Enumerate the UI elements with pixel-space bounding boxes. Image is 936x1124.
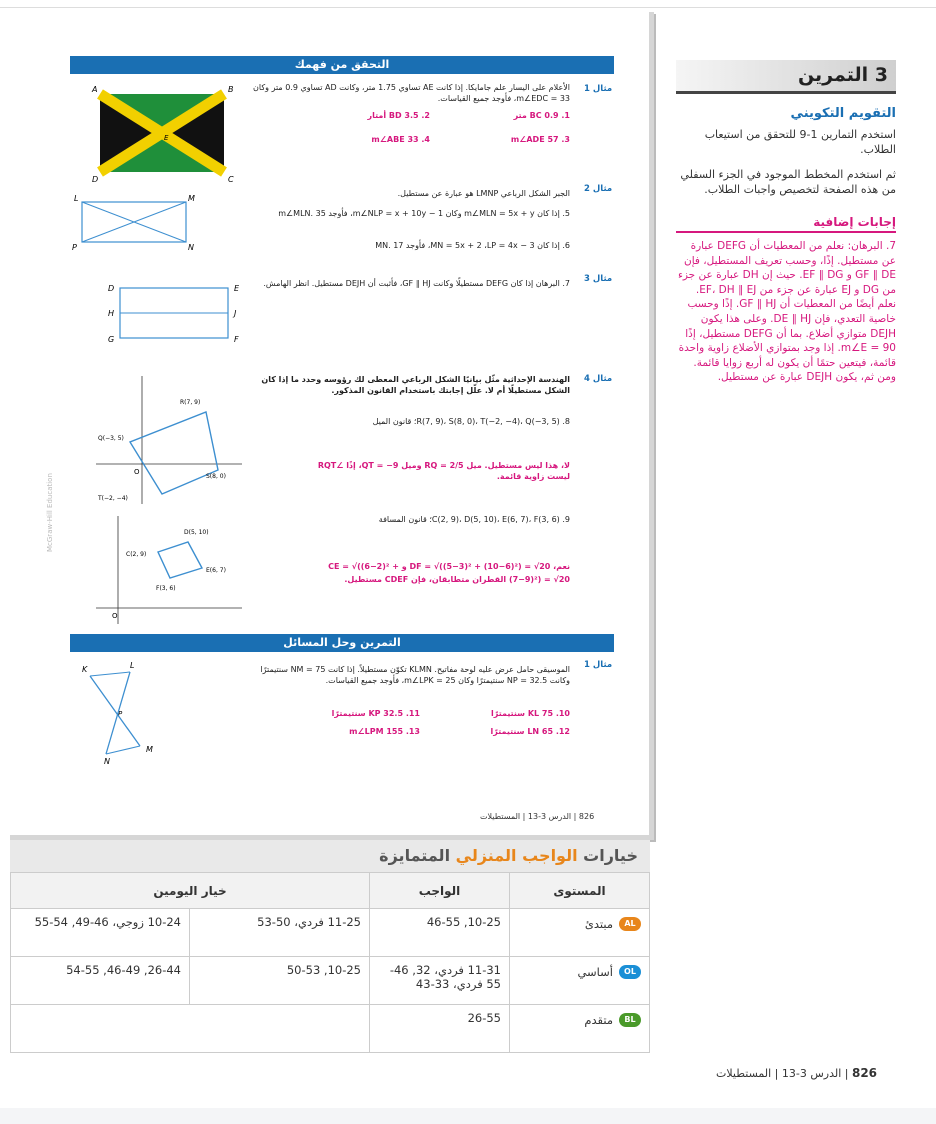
svg-text:E: E [234, 284, 240, 293]
coordinate-graph-cdef [96, 516, 246, 626]
svg-text:D: D [108, 284, 115, 293]
svg-text:D: D [92, 175, 99, 184]
rectangle-defg-figure [106, 282, 246, 344]
svg-text:M: M [188, 194, 195, 203]
answer-7-proof: 7. البرهان: نعلم من المعطيات أن DEFG عبارة عن مستطيل. إذًا، وحسب تعريف المستطيل، فإن GF ∥ DE و EF ∥ DG. حيث إن DH عبارة عن جزء من DG و EJ عبارة عن جزء من EF، DH ∥ EJ. نعلم أيضًا من المعطيات أن GF ∥ HJ. إذًا وحسب خاصية التعدي، فإن DE ∥ HJ. وعلى هذا يكون DEJH متوازي أضلاع. بما أن DEFG مستطيل، إذًا m∠E = 90. إذا وجد بمتوازي الأضلاع زاوية واحدة قائمة، فيتعين حتمًا أن يكون له أربع زوايا قائمة. ومن ثم، يكون DEJH عبارة عن مستطيل. [677, 240, 896, 384]
question-6: 6. إذا كان MN = 5x + 2 ،LP = 4x − 3، فأوجد MN. 17 [375, 241, 570, 250]
example-1-label: مثال 1 [584, 84, 613, 94]
example-2-label: مثال 2 [584, 184, 613, 194]
question-8: 8. R(7, 9)، S(8, 0)، T(−2, −4)، Q(−3, 5)؛ قانون الميل [372, 417, 570, 426]
svg-text:O: O [134, 468, 140, 476]
student-page [10, 12, 654, 840]
level-name: مبتدئ [584, 917, 613, 931]
svg-text:R(7, 9): R(7, 9) [180, 399, 201, 406]
two-day-a-cell: 11-25 فردي، 50-53 [190, 909, 370, 957]
footer-lesson: الدرس 3-13 [781, 1067, 842, 1080]
lesson-tab [676, 60, 896, 94]
homework-title-prefix: خيارات [577, 846, 638, 865]
level-badge-al: AL [619, 917, 641, 931]
level-name: متقدم [584, 1013, 613, 1027]
question-11: 11. KP 32.5 سنتيمترًا [331, 709, 420, 718]
svg-text:F(3, 6): F(3, 6) [156, 585, 176, 592]
two-day-a-cell: 10-25, 50-53 [190, 957, 370, 1005]
student-page-footer: 826 | الدرس 3-13 | المستطيلات [480, 812, 595, 821]
table-row [11, 1005, 650, 1053]
question-2: 2. BD 3.5 أمتار [367, 111, 430, 120]
svg-text:S(8, 0): S(8, 0) [206, 473, 226, 480]
copyright-vertical: McGraw-Hill Education [46, 473, 54, 552]
svg-text:J: J [234, 309, 237, 318]
svg-text:B: B [228, 85, 234, 94]
assignment-cell: 26-55 [370, 1005, 510, 1053]
svg-text:C(2, 9): C(2, 9) [126, 551, 147, 558]
svg-text:N: N [104, 757, 110, 766]
coordinate-graph-rsqt [96, 376, 246, 506]
answer-9: نعم، DF = √((5−3)² + (10−6)²) = √20 و CE = √((6−2)² + (7−9)²) = √20 القطران متطابقان، فإن CDEF مستطيل. [328, 562, 570, 584]
table-row [11, 909, 650, 957]
jamaica-flag-figure [90, 84, 240, 184]
svg-text:L: L [130, 661, 135, 670]
homework-title-suffix: المتمايزة [379, 846, 456, 865]
question-3: 3. m∠ADE 57 [510, 135, 570, 144]
lesson-title: 3 التمرين [797, 64, 888, 86]
additional-answers-heading: إجابات إضافية [676, 215, 896, 233]
two-day-b-cell: 26-44, 46-49, 54-55 [11, 957, 190, 1005]
svg-text:P: P [72, 243, 77, 252]
svg-text:T(−2, −4): T(−2, −4) [98, 495, 128, 502]
svg-text:G: G [108, 335, 115, 344]
question-10: 10. KL 75 سنتيمترًا [491, 709, 570, 718]
question-5: 5. إذا كان m∠MLN = 5x + y وكان m∠NLP = x + 10y − 1، فأوجد m∠MLN. 35 [278, 209, 570, 218]
two-day-empty-cell [11, 1005, 370, 1053]
practice-bar: التمرين وحل المسائل [70, 634, 614, 652]
svg-text:H: H [108, 309, 115, 318]
svg-text:E: E [164, 134, 169, 142]
example-5-label: مثال 1 [584, 660, 613, 670]
check-understanding-bar: التحقق من فهمك [70, 56, 614, 74]
example-1-text: الأعلام على اليسار علم جامايكا. إذا كانت AE تساوي 1.75 متر، وكانت AD تساوي 0.9 متر وكان m∠EDC = 33، فأوجد جميع القياسات. [253, 83, 570, 103]
answer-8: لا، هذا ليس مستطيل. ميل RQ = 2/5 وميل QT = −9، إذًا ∠RQT ليست زاوية قائمة. [317, 461, 570, 481]
svg-text:P: P [118, 710, 123, 718]
formative-para-2: ثم استخدم المخطط الموجود في الجزء السفلي من هذه الصفحة لتخصيص واجبات الطلاب. [680, 168, 896, 196]
svg-text:L: L [74, 194, 79, 203]
question-12: 12. LN 65 سنتيمترًا [490, 727, 570, 736]
level-badge-bl: BL [619, 1013, 641, 1027]
page-footer: 826 | الدرس 3-13 | المستطيلات [716, 1066, 878, 1080]
rectangle-lmnp-figure [70, 192, 200, 252]
question-4: 4. m∠ABE 33 [371, 135, 430, 144]
music-stand-figure [76, 660, 166, 770]
homework-title-highlight: الواجب المنزلي [455, 846, 578, 865]
svg-text:C: C [228, 175, 234, 184]
formative-para-1: استخدم التمارين 1-9 للتحقق من استيعاب الطلاب. [704, 128, 896, 156]
example-4-label: مثال 4 [584, 374, 613, 384]
homework-table [10, 872, 650, 1053]
question-13: 13. m∠LPM 155 [349, 727, 420, 736]
question-1: 1. BC 0.9 متر [513, 111, 570, 120]
example-3-label: مثال 3 [584, 274, 613, 284]
svg-text:Q(−3, 5): Q(−3, 5) [98, 435, 124, 442]
example-5-text: الموسيقى حامل عرض عليه لوحة مفاتيح. KLMN تكوّن مستطيلاً. إذا كانت NM = 75 سنتيمترًا وكانت NP = 32.5 سنتيمترًا وكان m∠LPK = 25، فأوجد جميع القياسات. [260, 665, 570, 685]
example-2-text: الجبر الشكل الرباعي LMNP هو عبارة عن مستطيل. [397, 189, 570, 198]
two-day-b-cell: 10-24 زوجي، 46-49, 54-55 [11, 909, 190, 957]
assignment-cell: 10-25, 46-55 [370, 909, 510, 957]
col-assignment: الواجب [370, 873, 510, 909]
svg-text:A: A [92, 85, 98, 94]
example-4-text: الهندسة الإحداثية مثّل بيانيًا الشكل الرباعي المعطى لك رؤوسه وحدد ما إذا كان الشكل مستطيلًا أم لا. علّل إجابتك باستخدام القانون المذكور. [261, 375, 570, 395]
svg-text:E(6, 7): E(6, 7) [206, 567, 226, 574]
footer-topic: المستطيلات [716, 1067, 772, 1080]
svg-text:O: O [112, 612, 118, 620]
col-level: المستوى [510, 873, 650, 909]
svg-text:F: F [234, 335, 239, 344]
footer-page-number: 826 [851, 1066, 878, 1080]
svg-text:D(5, 10): D(5, 10) [184, 529, 209, 536]
svg-text:K: K [82, 665, 88, 674]
svg-text:N: N [188, 243, 194, 252]
level-name: أساسي [577, 965, 613, 979]
svg-text:M: M [146, 745, 153, 754]
homework-title [10, 840, 650, 872]
formative-heading: التقويم التكويني [790, 106, 896, 121]
level-badge-ol: OL [619, 965, 641, 979]
question-7: 7. البرهان إذا كان DEFG مستطيلًا وكانت GF ∥ HJ، فأثبت أن DEJH مستطيل. انظر الهامش. [263, 279, 570, 288]
col-two-day: خيار اليومين [11, 873, 370, 909]
question-9: 9. C(2, 9)، D(5, 10)، E(6, 7)، F(3, 6)؛ قانون المسافة [378, 515, 570, 524]
table-row [11, 957, 650, 1005]
window-top-bar [0, 0, 936, 8]
assignment-cell: 11-31 فردي، 32, 46-55 فردي، 33-43 [370, 957, 510, 1005]
